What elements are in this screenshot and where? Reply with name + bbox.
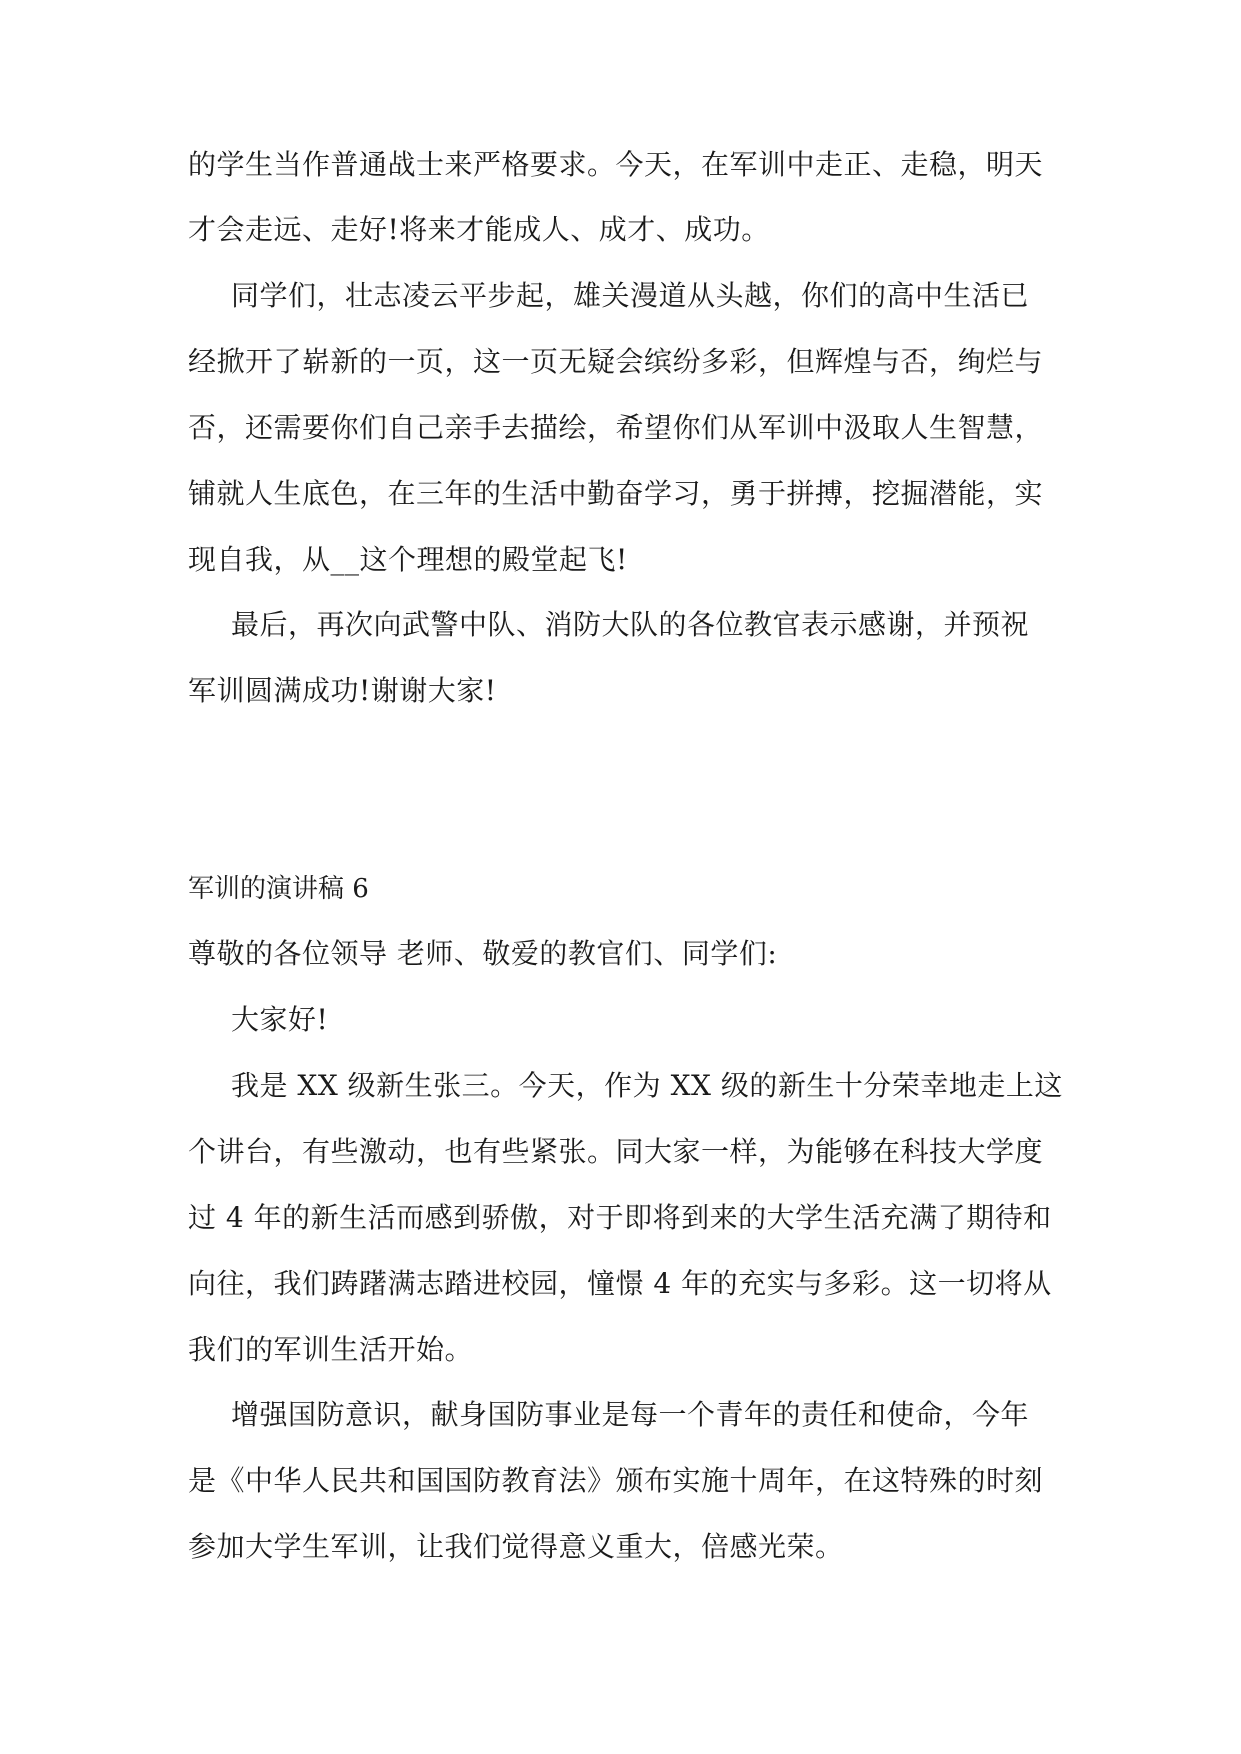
paragraph-line: 参加大学生军训，让我们觉得意义重大，倍感光荣。 [188, 1530, 844, 1563]
paragraph-line: 现自我，从__这个理想的殿堂起飞! [188, 543, 628, 576]
paragraph-line: 的学生当作普通战士来严格要求。今天，在军训中走正、走稳，明天 [188, 148, 1044, 181]
paragraph-line: 铺就人生底色，在三年的生活中勤奋学习，勇于拼搏，挖掘潜能，实 [188, 477, 1044, 510]
paragraph-line: 向往，我们踌躇满志踏进校园，憧憬 4 年的充实与多彩。这一切将从 [188, 1267, 1052, 1300]
paragraph-line: 过 4 年的新生活而感到骄傲，对于即将到来的大学生活充满了期待和 [188, 1201, 1052, 1234]
paragraph-line: 同学们，壮志凌云平步起，雄关漫道从头越，你们的高中生活已 [231, 279, 1030, 312]
paragraph-line: 个讲台，有些激动，也有些紧张。同大家一样，为能够在科技大学度 [188, 1135, 1044, 1168]
salutation: 尊敬的各位领导 老师、敬爱的教官们、同学们: [188, 937, 778, 970]
paragraph-line: 是《中华人民共和国国防教育法》颁布实施十周年，在这特殊的时刻 [188, 1464, 1044, 1497]
paragraph-line: 我们的军训生活开始。 [188, 1333, 474, 1366]
paragraph-line: 否，还需要你们自己亲手去描绘，希望你们从军训中汲取人生智慧， [188, 411, 1044, 444]
paragraph-line: 才会走远、走好!将来才能成人、成才、成功。 [188, 213, 770, 246]
paragraph-line: 经掀开了崭新的一页，这一页无疑会缤纷多彩，但辉煌与否，绚烂与 [188, 345, 1044, 378]
paragraph-line: 最后，再次向武警中队、消防大队的各位教官表示感谢，并预祝 [231, 608, 1030, 641]
paragraph-line: 我是 XX 级新生张三。今天，作为 XX 级的新生十分荣幸地走上这 [231, 1069, 1063, 1102]
section-title: 军训的演讲稿 6 [188, 874, 369, 904]
paragraph-line: 增强国防意识，献身国防事业是每一个青年的责任和使命，今年 [231, 1398, 1030, 1431]
paragraph-line: 大家好! [231, 1003, 329, 1036]
paragraph-line: 军训圆满成功!谢谢大家! [188, 674, 497, 707]
